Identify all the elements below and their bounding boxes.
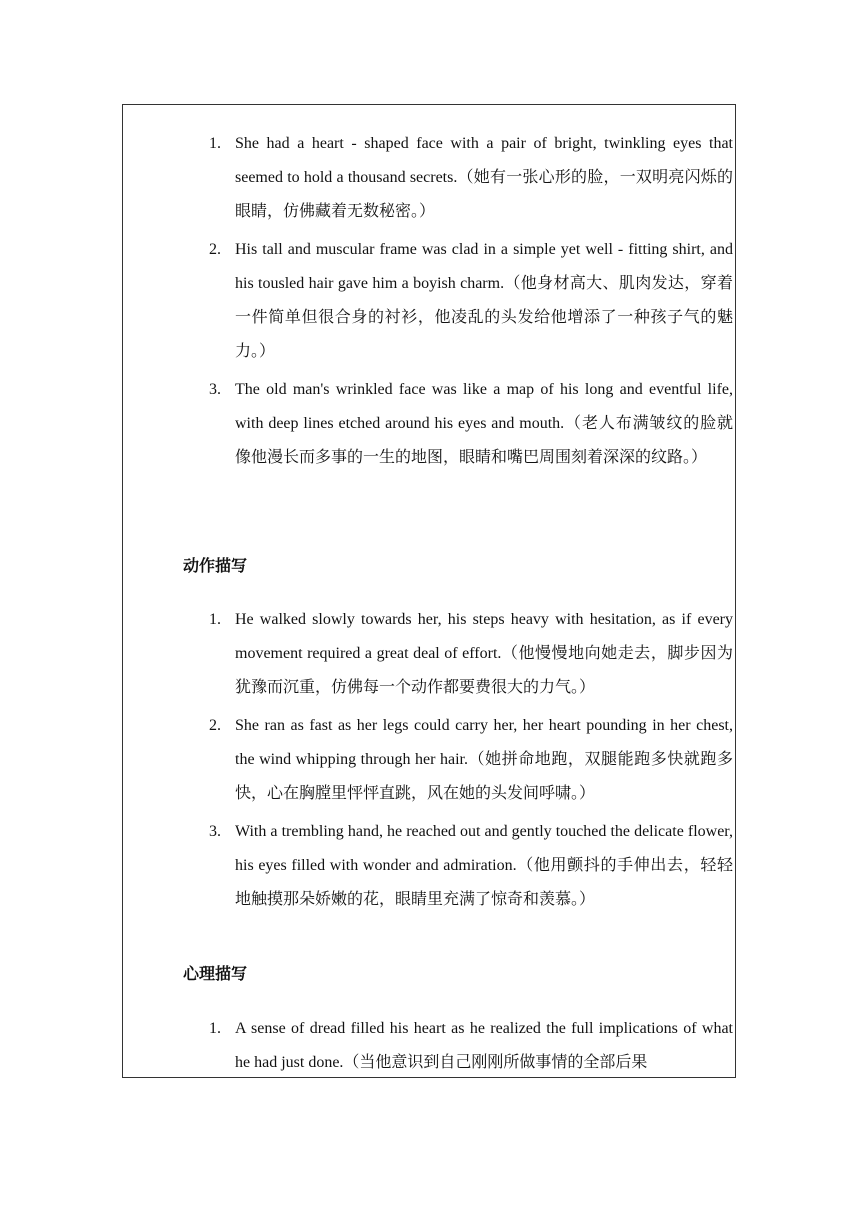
list-item-text: His tall and muscular frame was clad in a simple yet well - fitting shirt, and his tousled hair gave him a boyish charm.（他身材高大、肌肉发达，穿着一件简单但很合身的衬衫，他凌乱的头发给他增添了一种孩子气的魅力。） <box>235 241 733 360</box>
list-item <box>123 233 736 369</box>
list-item-number: 1. <box>209 135 221 152</box>
list-item <box>123 815 736 917</box>
list-item-text: The old man's wrinkled face was like a map of his long and eventful life, with deep lines etched around his eyes and mouth.（老人布满皱纹的脸就像他漫长而多事的一生的地图，眼睛和嘴巴周围刻着深深的纹路。） <box>235 381 733 466</box>
action-description-list <box>123 603 736 921</box>
list-item <box>123 373 736 475</box>
list-item-text: A sense of dread filled his heart as he realized the full implications of what he had just done.（当他意识到自己刚刚所做事情的全部后果 <box>235 1020 733 1071</box>
list-item-number: 2. <box>209 241 221 258</box>
list-item-number: 1. <box>209 611 221 628</box>
list-item <box>123 127 736 229</box>
list-item-text: She ran as fast as her legs could carry her, her heart pounding in her chest, the wind whipping through her hair.（她拼命地跑，双腿能跑多快就跑多快，心在胸膛里怦怦直跳，风在她的头发间呼啸。） <box>235 717 733 802</box>
list-item-number: 3. <box>209 823 221 840</box>
section-heading-psychology: 心理描写 <box>183 964 248 983</box>
list-item-text: With a trembling hand, he reached out and gently touched the delicate flower, his eyes filled with wonder and admiration.（他用颤抖的手伸出去，轻轻地触摸那朵娇嫩的花，眼睛里充满了惊奇和羡慕。） <box>235 823 733 908</box>
list-item <box>123 603 736 705</box>
list-item <box>123 709 736 811</box>
psychological-description-list <box>123 1012 736 1078</box>
list-item <box>123 1012 736 1078</box>
section-heading-action: 动作描写 <box>183 556 248 575</box>
list-item-text: He walked slowly towards her, his steps heavy with hesitation, as if every movement required a great deal of effort.（他慢慢地向她走去，脚步因为犹豫而沉重，仿佛每一个动作都要费很大的力气。） <box>235 611 733 696</box>
list-item-number: 1. <box>209 1020 221 1037</box>
document-frame <box>122 104 736 1078</box>
list-item-text: She had a heart - shaped face with a pair of bright, twinkling eyes that seemed to hold a thousand secrets.（她有一张心形的脸，一双明亮闪烁的眼睛，仿佛藏着无数秘密。） <box>235 135 733 220</box>
descriptive-examples-list <box>123 127 736 479</box>
list-item-number: 3. <box>209 381 221 398</box>
list-item-number: 2. <box>209 717 221 734</box>
